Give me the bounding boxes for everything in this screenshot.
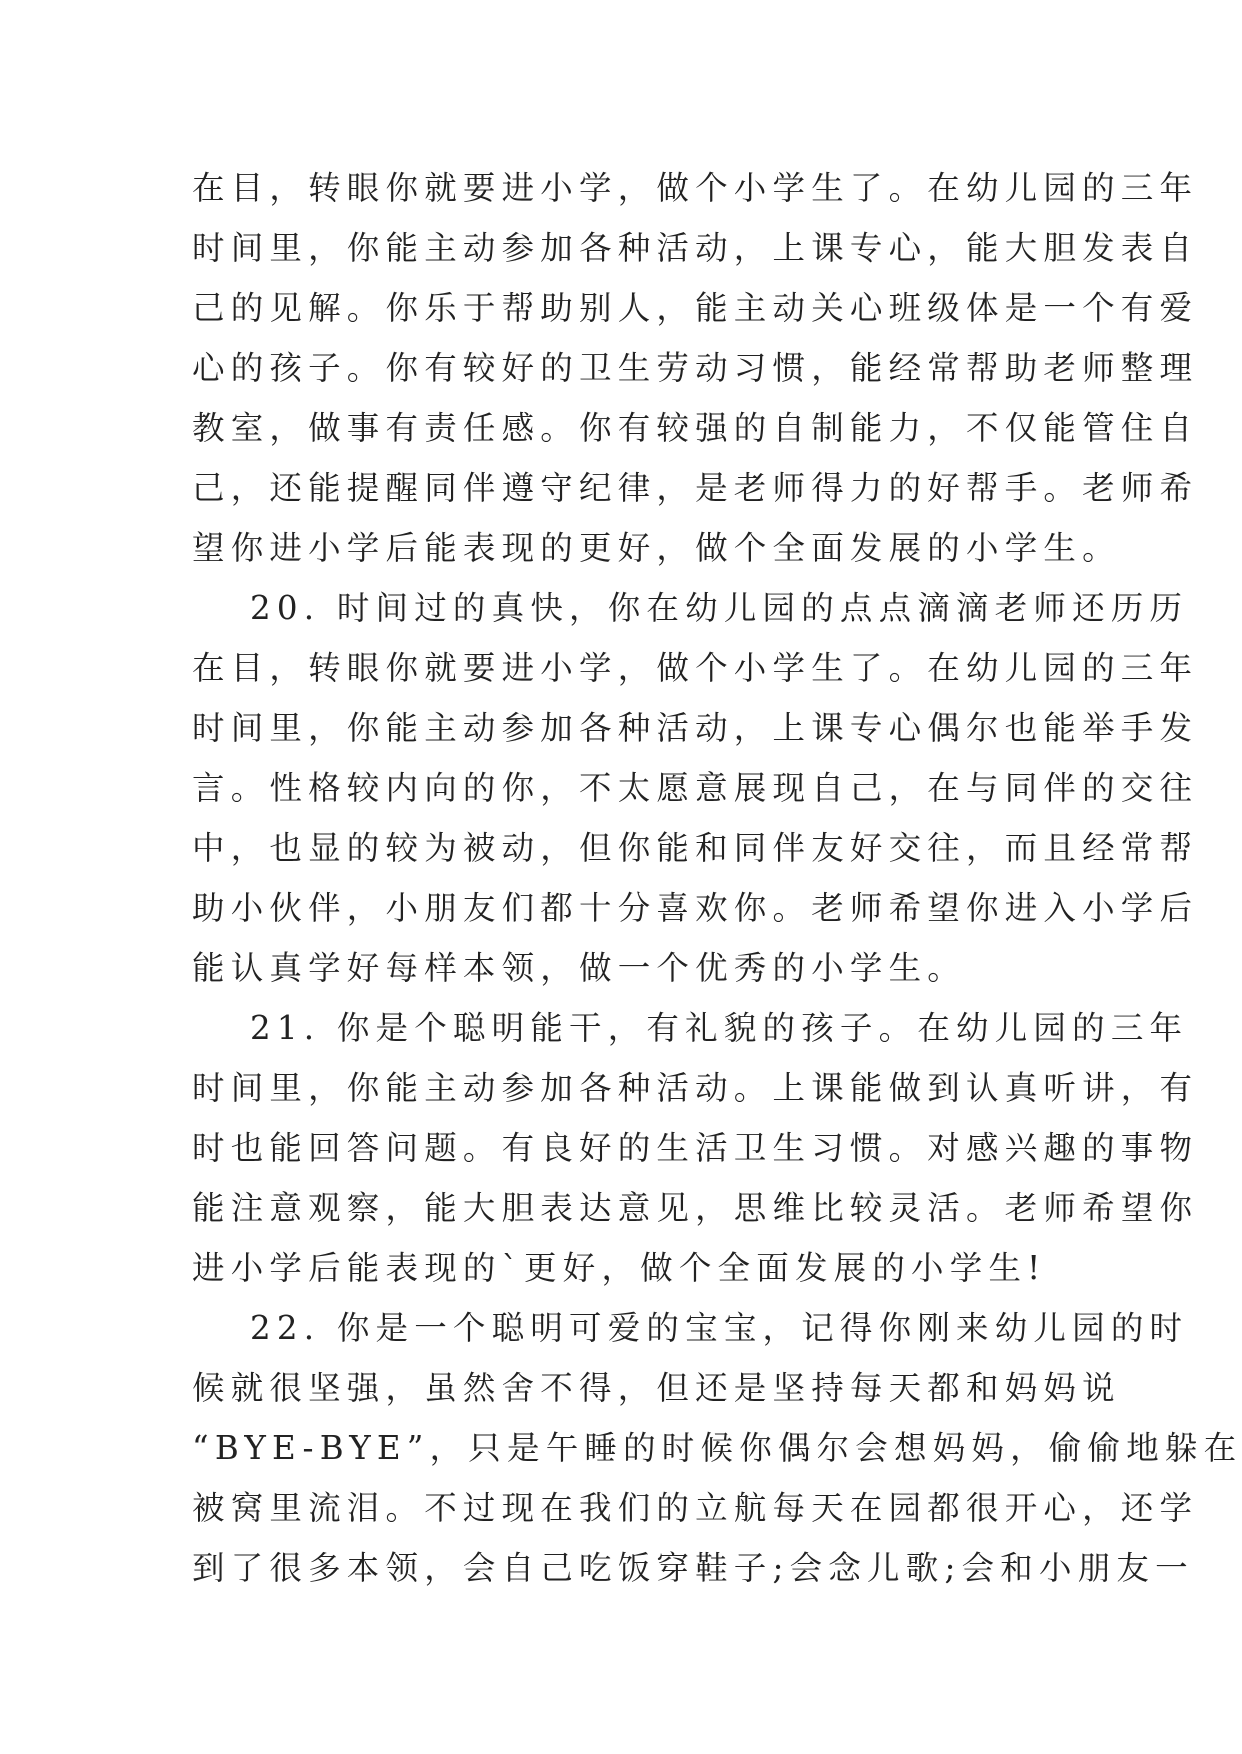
paragraph-start-line: 21. 你是个聪明能干，有礼貌的孩子。在幼儿园的三年	[250, 1009, 1189, 1047]
text-line: 在目，转眼你就要进小学，做个小学生了。在幼儿园的三年	[192, 169, 1199, 207]
text-line: 被窝里流泪。不过现在我们的立航每天在园都很开心，还学	[192, 1489, 1199, 1527]
paragraph-start-line: 22. 你是一个聪明可爱的宝宝，记得你刚来幼儿园的时	[250, 1309, 1189, 1347]
text-line: 在目，转眼你就要进小学，做个小学生了。在幼儿园的三年	[192, 649, 1199, 687]
text-line: 心的孩子。你有较好的卫生劳动习惯，能经常帮助老师整理	[192, 349, 1199, 387]
text-line: 能认真学好每样本领，做一个优秀的小学生。	[192, 949, 967, 987]
text-line: 中，也显的较为被动，但你能和同伴友好交往，而且经常帮	[192, 829, 1199, 867]
text-line: 己，还能提醒同伴遵守纪律，是老师得力的好帮手。老师希	[192, 469, 1199, 507]
text-line: 助小伙伴，小朋友们都十分喜欢你。老师希望你进入小学后	[192, 889, 1199, 927]
text-line: 时间里，你能主动参加各种活动，上课专心偶尔也能举手发	[192, 709, 1199, 747]
text-line: 能注意观察，能大胆表达意见，思维比较灵活。老师希望你	[192, 1189, 1199, 1227]
text-line: 言。性格较内向的你，不太愿意展现自己，在与同伴的交往	[192, 769, 1199, 807]
text-line: 时也能回答问题。有良好的生活卫生习惯。对感兴趣的事物	[192, 1129, 1199, 1167]
body-text	[192, 158, 1242, 1598]
text-line: 进小学后能表现的`更好，做个全面发展的小学生!	[192, 1249, 1047, 1287]
text-line: 己的见解。你乐于帮助别人，能主动关心班级体是一个有爱	[192, 289, 1199, 327]
text-line: “BYE-BYE”，只是午睡的时候你偶尔会想妈妈，偷偷地躲在	[192, 1429, 1242, 1467]
text-line: 时间里，你能主动参加各种活动，上课专心，能大胆发表自	[192, 229, 1199, 267]
paragraph-start-line: 20. 时间过的真快，你在幼儿园的点点滴滴老师还历历	[250, 589, 1189, 627]
text-line: 候就很坚强，虽然舍不得，但还是坚持每天都和妈妈说	[192, 1369, 1121, 1407]
text-line: 时间里，你能主动参加各种活动。上课能做到认真听讲，有	[192, 1069, 1199, 1107]
text-line: 到了很多本领，会自己吃饭穿鞋子;会念儿歌;会和小朋友一	[192, 1549, 1194, 1587]
text-line: 望你进小学后能表现的更好，做个全面发展的小学生。	[192, 529, 1121, 567]
text-line: 教室，做事有责任感。你有较强的自制能力，不仅能管住自	[192, 409, 1199, 447]
